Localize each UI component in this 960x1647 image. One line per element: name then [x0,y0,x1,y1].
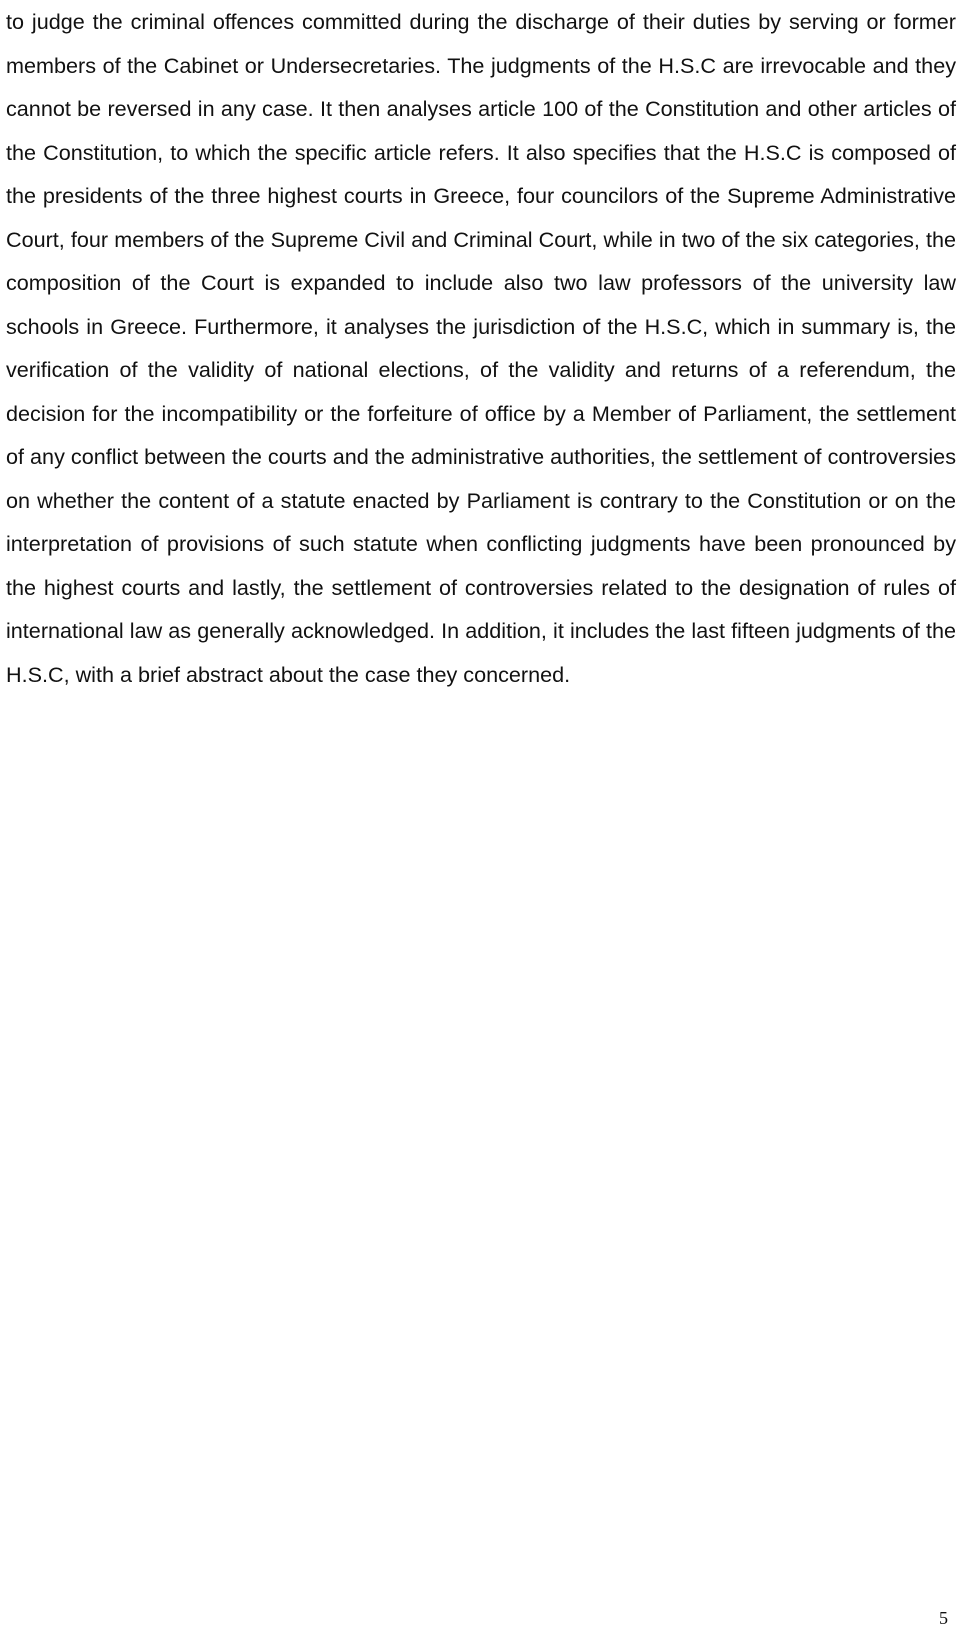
body-paragraph: to judge the criminal offences committed during the discharge of their duties by serving or former members of the Cabinet or Undersecretaries. The judgments of the H.S.C are irrevocable and they cannot be reversed in any case. It then analyses article 100 of the Constitution and other articles of the Constitution, to which the specific article refers. It also specifies that the H.S.C is composed of the presidents of the three highest courts in Greece, four councilors of the Supreme Administrative Court, four members of the Supreme Civil and Criminal Court, while in two of the six categories, the composition of the Court is expanded to include also two law professors of the university law schools in Greece. Furthermore, it analyses the jurisdiction of the H.S.C, which in summary is, the verification of the validity of national elections, of the validity and returns of a referendum, the decision for the incompatibility or the forfeiture of office by a Member of Parliament, the settlement of any conflict between the courts and the administrative authorities, the settlement of controversies on whether the content of a statute enacted by Parliament is contrary to the Constitution or on the interpretation of provisions of such statute when conflicting judgments have been pronounced by the highest courts and lastly, the settlement of controversies related to the designation of rules of international law as generally acknowledged. In addition, it includes the last fifteen judgments of the H.S.C, with a brief abstract about the case they concerned. [6,9,956,687]
page-number: 5 [939,1608,948,1628]
